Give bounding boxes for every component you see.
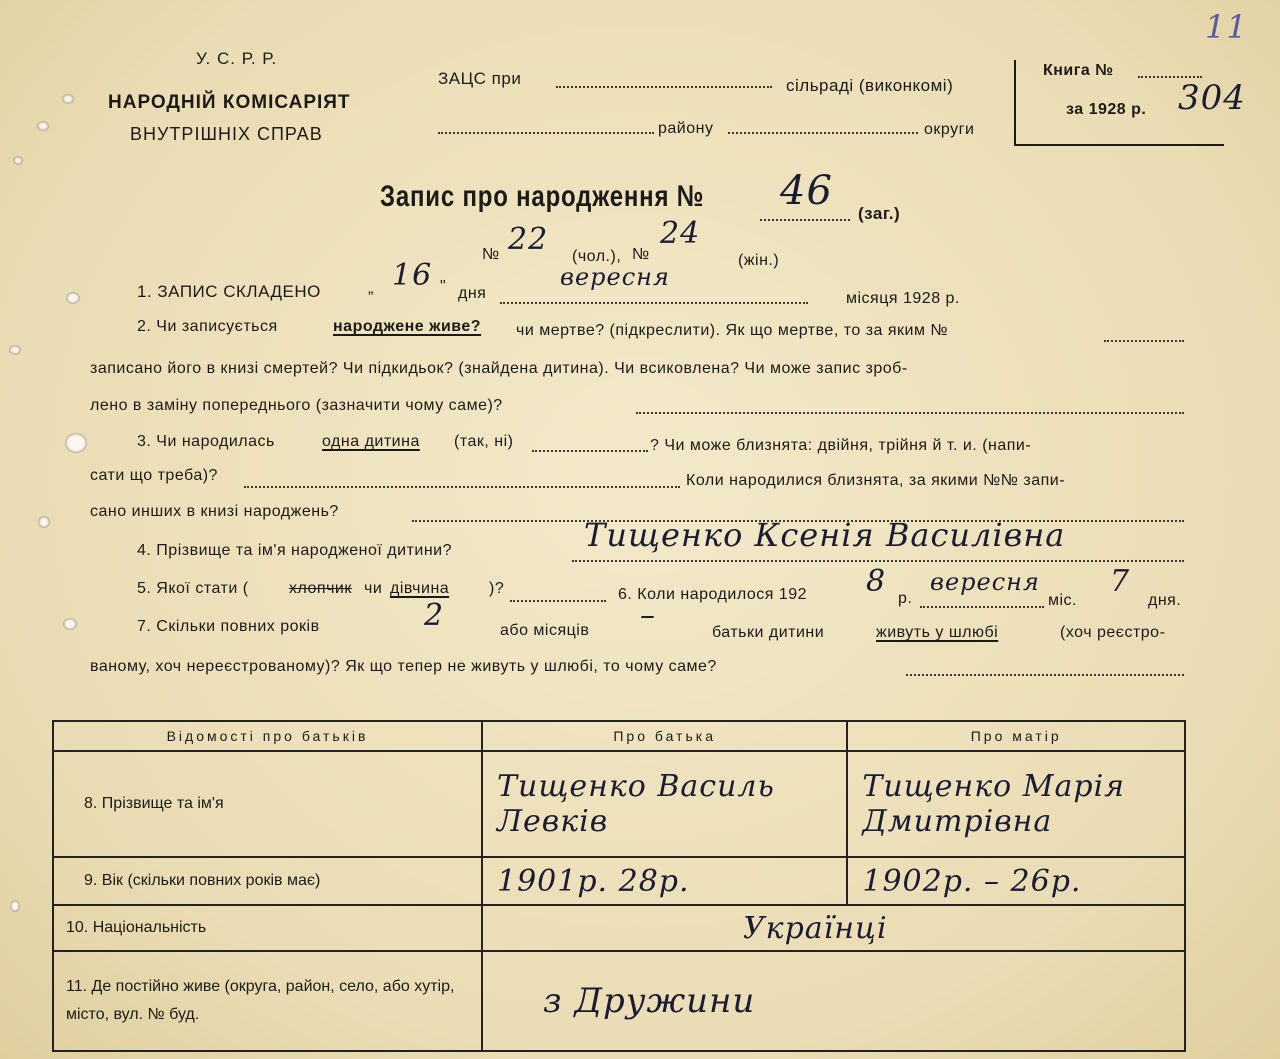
male-number-label: (чол.), (572, 248, 622, 265)
q5-or: чи (364, 580, 383, 597)
q7-married: живуть у шлюбі (876, 624, 999, 641)
book-year-label: за 1928 р. (1066, 101, 1147, 118)
q2-reason-blank (636, 398, 1184, 414)
header-commissariat: НАРОДНІЙ КОМІСАРІЯТ (108, 92, 351, 113)
q7-label-end: (хоч реєстро- (1060, 624, 1166, 641)
mother-given: Дмитрівна (862, 804, 1053, 839)
q6-day: 7 (1110, 564, 1131, 599)
q7-months-label: або місяців (500, 622, 590, 639)
q3-single-child: одна дитина (322, 433, 420, 450)
okruh-blank (728, 118, 918, 134)
q7-line2: ваному, хоч нереєстрованому)? Як що тепер не живуть у шлюбі, то чому саме? (90, 658, 717, 675)
punch-hole (62, 94, 74, 104)
mother-name-cell (847, 751, 1185, 857)
header-ussr: У. С. Р. Р. (196, 49, 278, 68)
mother-age: 1902р. – 26р. (847, 857, 1185, 905)
q5-blank (510, 586, 606, 602)
q3-yes-no: (так, ні) (454, 433, 514, 450)
q5-boy-struck: хлопчик (289, 580, 352, 597)
q6-month-label: міс. (1048, 592, 1077, 609)
table-header-row (53, 721, 1185, 751)
punch-hole (9, 345, 21, 355)
row-nationality-label: 10. Національність (53, 905, 482, 951)
punch-hole (13, 156, 23, 165)
okruhy-label: округи (924, 121, 975, 138)
father-surname: Тищенко Василь (496, 769, 775, 804)
male-number: 22 (508, 222, 549, 257)
q3-line3: сано инших в книзі народжень? (90, 503, 339, 520)
q2-line3: лено в заміну попереднього (зазначити чому саме)? (90, 397, 503, 414)
residence-value: з Дружини (482, 951, 1185, 1051)
raion-blank (438, 118, 654, 134)
father-name-cell (482, 751, 847, 857)
male-number-prefix: № (482, 246, 500, 263)
book-box-bottom (1014, 144, 1224, 146)
q3-line2-end: Коли народилися близнята, за якими №№ запи- (686, 472, 1066, 489)
q2-line1-end: чи мертве? (підкреслити). Як що мертве, то за яким № (516, 322, 949, 339)
header-mother: Про матір (847, 721, 1185, 751)
q1-day-label: дня (458, 285, 487, 302)
q6-year-digit: 8 (866, 564, 887, 599)
header-internal-affairs: ВНУТРІШНІХ СПРАВ (130, 124, 323, 144)
q2-line1-start: 2. Чи записується (137, 318, 278, 335)
parents-table (52, 720, 1186, 1052)
female-number: 24 (660, 216, 701, 251)
row-residence-label: 11. Де постійно живе (округа, район, село, або хутір, місто, вул. № буд. (53, 951, 482, 1051)
q6-day-label: дня. (1148, 592, 1182, 609)
q7-parents: батьки дитини (712, 624, 825, 641)
female-number-prefix: № (632, 246, 650, 263)
q7-months: – (640, 598, 656, 633)
table-row (53, 905, 1185, 951)
record-suffix: (заг.) (858, 204, 901, 223)
q3-line1-end: ? Чи може близнята: двійня, трійня й т. и. (напи- (650, 437, 1032, 454)
q5-label-end: )? (489, 580, 505, 597)
q3-line1-start: 3. Чи народилась (137, 433, 275, 450)
q1-month: вересня (560, 263, 670, 291)
q1-month-label: місяця 1928 р. (846, 290, 960, 307)
book-box-left (1014, 60, 1016, 146)
book-number-handwritten: 304 (1178, 78, 1246, 118)
q3-twins-blank (244, 472, 680, 488)
q5-label-start: 5. Якої стати ( (137, 580, 249, 597)
q4-label: 4. Прізвище та ім'я народженої дитини? (137, 542, 453, 559)
header-father: Про батька (482, 721, 847, 751)
q1-day: 16 (392, 258, 433, 293)
q5-girl: дівчина (390, 580, 450, 597)
header-parents-info: Відомості про батьків (53, 721, 482, 751)
q7-years: 2 (424, 598, 445, 633)
father-given: Левків (496, 804, 609, 839)
q3-answer-blank (532, 436, 648, 452)
q3-line2-start: сати що треба)? (90, 467, 218, 484)
q2-line2: записано його в книзі смертей? Чи підкидьок? (знайдена дитина). Чи всиковлена? Чи може запис зроб- (90, 360, 908, 377)
q1-label: 1. ЗАПИС СКЛАДЕНО (137, 282, 321, 301)
q2-death-number-blank (1104, 326, 1184, 342)
q1-quote-open: „ (368, 280, 374, 297)
book-label: Книга № (1043, 62, 1114, 79)
row-name-label: 8. Прізвище та ім'я (53, 751, 482, 857)
table-row (53, 751, 1185, 857)
book-number-blank (1138, 62, 1202, 78)
row-age-label: 9. Вік (скільки повних років має) (53, 857, 482, 905)
punch-hole (65, 433, 87, 453)
record-number: 46 (780, 168, 833, 214)
nationality-value: Українці (482, 905, 1185, 951)
record-title: Запис про народження № (380, 180, 705, 213)
q2-born-alive: народжене живе? (333, 318, 482, 335)
father-age: 1901р. 28р. (482, 857, 847, 905)
q6-label: 6. Коли народилося 192 (618, 586, 808, 603)
punch-hole (37, 121, 49, 131)
q4-child-name: Тищенко Ксенія Василівна (584, 516, 1066, 554)
table-row (53, 857, 1185, 905)
female-number-label: (жін.) (738, 252, 780, 269)
punch-hole (66, 292, 80, 304)
zags-label: ЗАЦС при (438, 69, 522, 88)
zags-blank (556, 72, 772, 88)
corner-mark: 11 (1205, 8, 1248, 46)
punch-hole (38, 516, 50, 528)
q7-reason-blank (906, 660, 1184, 676)
raionu-label: району (658, 120, 714, 137)
punch-hole (63, 618, 77, 630)
silradi-label: сільраді (виконкомі) (786, 76, 954, 95)
q1-quote-close: " (440, 278, 447, 295)
q6-year-suffix: р. (898, 590, 913, 607)
table-row (53, 951, 1185, 1051)
mother-surname: Тищенко Марія (862, 769, 1126, 804)
q6-month: вересня (930, 568, 1040, 596)
q7-label-start: 7. Скільки повних років (137, 618, 320, 635)
punch-hole (10, 900, 20, 912)
